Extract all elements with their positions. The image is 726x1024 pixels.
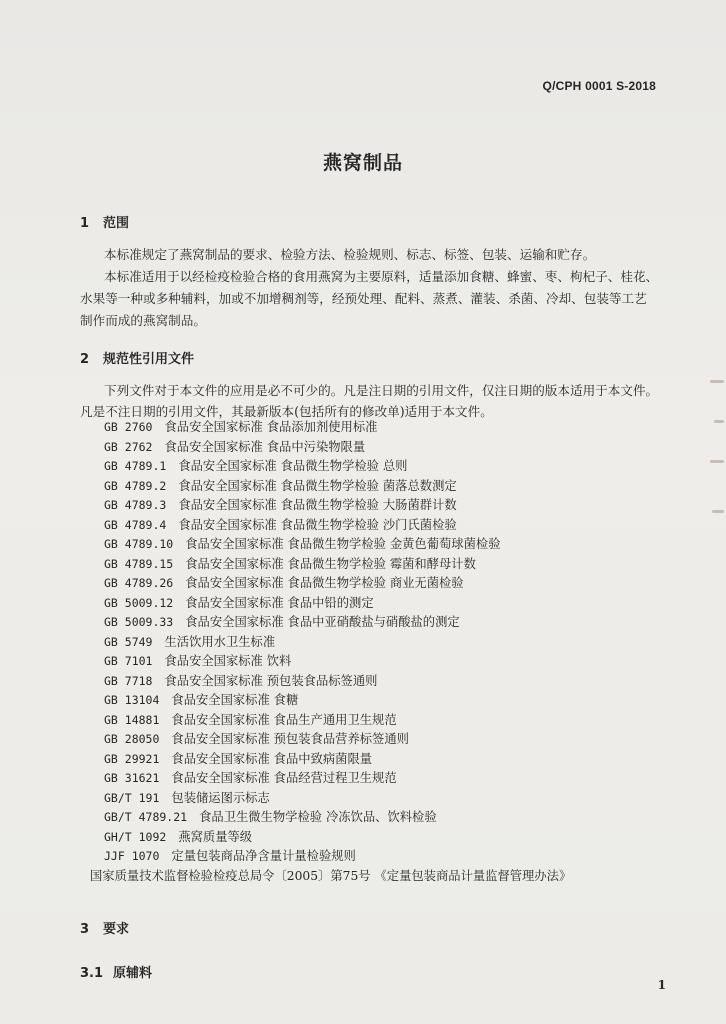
section-title: 要求 [103,922,130,937]
reference-title: 食品安全国家标准 食品微生物学检验 金黄色葡萄球菌检验 [185,537,501,551]
reference-code: GB 4789.10 [104,537,174,551]
subsection-heading-raw-materials [80,962,152,981]
reference-item [104,808,664,828]
standard-code: Q/CPH 0001 S-2018 [542,79,656,93]
section-number: 1 [80,216,90,231]
reference-item [104,418,664,438]
reference-code: JJF 1070 [104,849,160,863]
reference-title: 食品安全国家标准 食品中铅的测定 [185,595,374,610]
reference-title: 食品安全国家标准 食品添加剂使用标准 [164,420,378,434]
bleed-through-marks [704,360,726,540]
reference-item [104,438,664,458]
reference-title: 国家质量技术监督检验检疫总局令〔2005〕第75号 《定量包装商品计量监督管理办法》 [90,868,572,883]
reference-item [104,594,664,614]
reference-item [104,672,664,692]
reference-item [104,750,664,770]
reference-title: 生活饮用水卫生标准 [164,634,276,649]
reference-code: GB 7101 [104,654,153,668]
reference-code: GB 4789.1 [104,459,167,473]
reference-title: 食品安全国家标准 食品微生物学检验 总则 [178,459,408,473]
reference-item [104,574,664,594]
reference-item [104,769,664,789]
reference-title: 定量包装商品净含量计量检验规则 [171,849,356,863]
reference-item [104,730,664,750]
reference-item [104,652,664,672]
reference-item [104,516,664,536]
reference-title: 食品安全国家标准 食品经营过程卫生规范 [171,771,397,785]
reference-code: GB 4789.26 [104,576,174,590]
section-number: 2 [80,352,90,367]
references-intro-line-2: 凡是不注日期的引用文件，其最新版本(包括所有的修改单)适用于本文件。 [80,404,493,419]
reference-code: GB 31621 [104,771,160,785]
reference-title: 食品安全国家标准 食品微生物学检验 菌落总数测定 [178,478,457,493]
section-heading-references [80,348,194,367]
reference-code: GB 7718 [104,673,153,688]
reference-list [90,418,664,886]
scope-line-4: 制作而成的燕窝制品。 [80,313,206,328]
reference-code: GB 29921 [104,751,160,766]
reference-code: GB/T 191 [104,790,160,805]
reference-item [104,496,664,516]
reference-code: GB 13104 [104,693,160,707]
references-intro-line-1: 下列文件对于本文件的应用是必不可少的。凡是注日期的引用文件，仅注日期的版本适用于本文件。 [104,383,659,398]
reference-title: 食品安全国家标准 食品微生物学检验 商业无菌检验 [185,576,464,590]
reference-item [104,613,664,633]
reference-item [104,535,664,555]
reference-code: GB 5749 [104,634,153,649]
reference-item [104,711,664,731]
reference-title: 食品安全国家标准 饮料 [164,654,292,668]
reference-title: 食品安全国家标准 食品微生物学检验 沙门氏菌检验 [178,517,457,532]
reference-item [104,828,664,848]
reference-item [104,555,664,575]
reference-code: GH/T 1092 [104,829,167,844]
reference-item [104,847,664,867]
reference-item [104,477,664,497]
reference-code: GB 2760 [104,420,153,434]
reference-code: GB 28050 [104,732,160,746]
section-number: 3.1 [80,966,104,981]
reference-title: 包装储运图示标志 [171,790,270,805]
reference-title: 食品安全国家标准 食品中亚硝酸盐与硝酸盐的测定 [185,615,460,629]
reference-title: 食品卫生微生物学检验 冷冻饮品、饮料检验 [199,810,437,824]
section-title: 原辅料 [113,966,153,981]
section-title: 规范性引用文件 [103,352,195,367]
reference-title: 食品安全国家标准 食品微生物学检验 霉菌和酵母计数 [185,556,476,571]
page-number: 1 [657,978,666,992]
reference-title: 食品安全国家标准 预包装食品营养标签通则 [171,732,409,746]
reference-code: GB 5009.12 [104,595,174,610]
scope-line-3: 水果等一种或多种辅料，加或不加增稠剂等，经预处理、配料、蒸煮、灌装、杀菌、冷却、包装等工艺 [80,291,647,306]
scope-line-1: 本标准规定了燕窝制品的要求、检验方法、检验规则、标志、标签、包装、运输和贮存。 [104,247,596,262]
reference-title: 食品安全国家标准 预包装食品标签通则 [164,673,378,688]
reference-code: GB 5009.33 [104,615,174,629]
reference-code: GB 4789.15 [104,556,174,571]
reference-code: GB 2762 [104,439,153,454]
reference-title: 食品安全国家标准 食品中致病菌限量 [171,751,373,766]
reference-title: 燕窝质量等级 [178,829,253,844]
section-title: 范围 [103,216,130,231]
reference-code: GB 4789.2 [104,478,167,493]
reference-title: 食品安全国家标准 食糖 [171,693,299,707]
reference-item [104,633,664,653]
scope-line-2: 本标准适用于以经检疫检验合格的食用燕窝为主要原料，适量添加食糖、蜂蜜、枣、枸杞子、桂花、 [104,269,659,284]
reference-title: 食品安全国家标准 食品微生物学检验 大肠菌群计数 [178,498,457,512]
reference-item [90,867,664,887]
section-heading-requirements [80,918,129,937]
reference-title: 食品安全国家标准 食品中污染物限量 [164,439,366,454]
reference-code: GB/T 4789.21 [104,810,188,824]
reference-code: GB 4789.4 [104,517,167,532]
reference-item [104,457,664,477]
reference-code: GB 14881 [104,712,160,727]
document-title: 燕窝制品 [322,152,403,174]
section-number: 3 [80,922,90,937]
reference-item [104,789,664,809]
section-heading-scope [80,212,129,231]
reference-code: GB 4789.3 [104,498,167,512]
reference-title: 食品安全国家标准 食品生产通用卫生规范 [171,712,397,727]
reference-item [104,691,664,711]
